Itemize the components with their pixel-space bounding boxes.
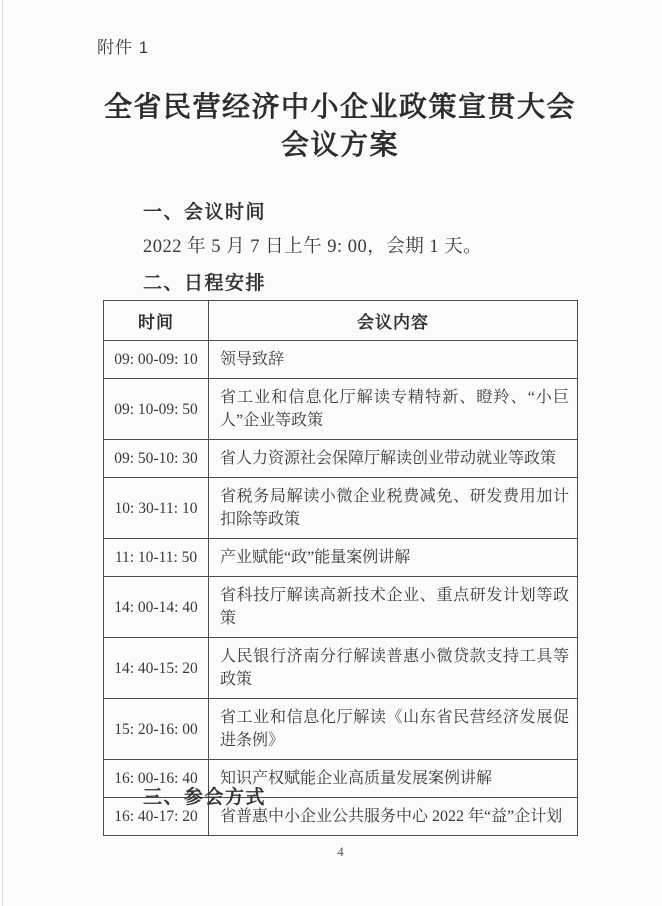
table-row <box>104 577 578 638</box>
scan-edge-artifact <box>2 0 3 906</box>
content-cell: 省工业和信息化厅解读《山东省民营经济发展促进条例》 <box>209 699 578 760</box>
table-header-row <box>104 301 578 341</box>
time-cell: 09: 00-09: 10 <box>104 341 209 379</box>
time-cell: 14: 40-15: 20 <box>104 638 209 699</box>
document-title <box>90 89 590 165</box>
time-cell: 11: 10-11: 50 <box>104 539 209 577</box>
table-row <box>104 379 578 440</box>
time-cell: 15: 20-16: 00 <box>104 699 209 760</box>
page-number: 4 <box>337 844 344 859</box>
content-cell: 产业赋能“政”能量案例讲解 <box>209 539 578 577</box>
content-cell: 领导致辞 <box>209 341 578 379</box>
time-cell: 16: 00-16: 40 <box>104 760 209 798</box>
table-row <box>104 478 578 539</box>
content-cell: 省人力资源社会保障厅解读创业带动就业等政策 <box>209 440 578 478</box>
agenda-table-body <box>104 341 578 836</box>
agenda-table <box>103 300 578 836</box>
time-cell: 14: 00-14: 40 <box>104 577 209 638</box>
table-row <box>104 341 578 379</box>
time-cell: 09: 50-10: 30 <box>104 440 209 478</box>
table-row <box>104 440 578 478</box>
table-row <box>104 699 578 760</box>
content-cell: 省普惠中小企业公共服务中心 2022 年“益”企计划 <box>209 798 578 836</box>
time-cell: 10: 30-11: 10 <box>104 478 209 539</box>
table-row <box>104 638 578 699</box>
time-cell: 16: 40-17: 20 <box>104 798 209 836</box>
section-heading-agenda: 二、日程安排 <box>143 272 267 294</box>
time-cell: 09: 10-09: 50 <box>104 379 209 440</box>
document-title-line1: 全省民营经济中小企业政策宣贯大会 <box>103 92 576 123</box>
content-cell: 人民银行济南分行解读普惠小微贷款支持工具等政策 <box>209 638 578 699</box>
column-header-time: 时间 <box>104 301 209 341</box>
column-header-content: 会议内容 <box>209 301 578 341</box>
content-cell: 省税务局解读小微企业税费减免、研发费用加计扣除等政策 <box>209 478 578 539</box>
table-row <box>104 539 578 577</box>
content-cell: 省科技厅解读高新技术企业、重点研发计划等政策 <box>209 577 578 638</box>
attachment-label: 附件 1 <box>97 38 150 57</box>
meeting-time-text: 2022 年 5 月 7 日上午 9: 00，会期 1 天。 <box>143 237 483 257</box>
section-heading-participation: 三、参会方式 <box>143 786 267 808</box>
content-cell: 省工业和信息化厅解读专精特新、瞪羚、“小巨人”企业等政策 <box>209 379 578 440</box>
content-cell: 知识产权赋能企业高质量发展案例讲解 <box>209 760 578 798</box>
section-heading-meeting-time: 一、会议时间 <box>143 201 267 223</box>
document-title-line2: 会议方案 <box>280 130 399 161</box>
